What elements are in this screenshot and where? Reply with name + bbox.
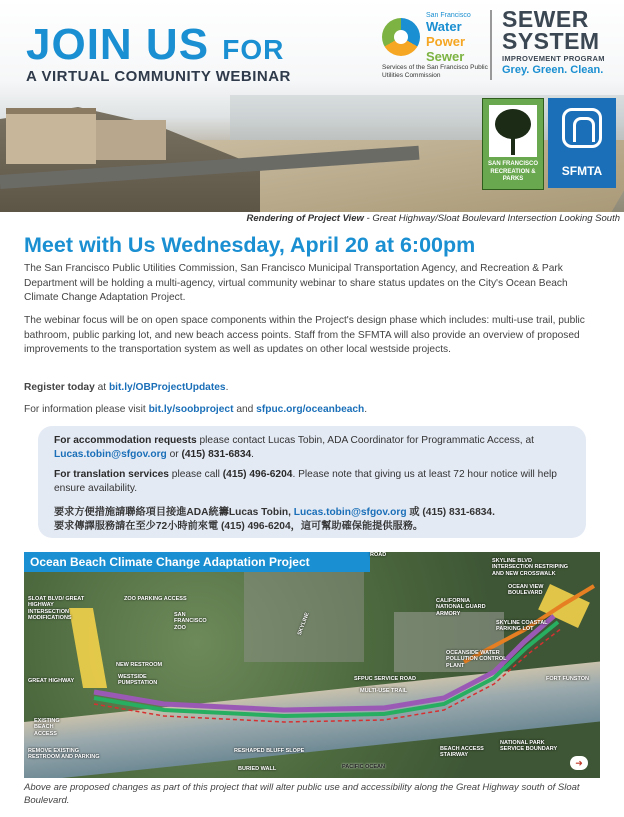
label-ocean-view: OCEAN VIEW BOULEVARD [508, 584, 544, 597]
label-beach-stairway: BEACH ACCESS STAIRWAY [440, 746, 484, 759]
acc-phone: (415) 831-6834 [181, 449, 252, 460]
label-great-highway: GREAT HIGHWAY [28, 678, 75, 684]
label-multiuse: MULTI-USE TRAIL [360, 688, 408, 694]
label-zoo-parking: ZOO PARKING ACCESS [124, 596, 187, 602]
info-mid: and [233, 404, 257, 415]
cjk-email-link[interactable]: Lucas.tobin@sfgov.org [293, 507, 407, 518]
register-line [24, 381, 600, 396]
logo-divider [490, 10, 492, 80]
wps-water: Water [426, 19, 462, 34]
tr-phone: (415) 496-6204 [222, 469, 293, 480]
ssip-line1: SEWER [502, 6, 589, 32]
wps-sewer: Sewer [426, 49, 465, 64]
ssip-tagline: Grey. Green. Clean. [502, 64, 604, 76]
info-lead: For information please visit [24, 404, 149, 415]
wps-city: San Francisco [426, 12, 471, 19]
label-skyline: SKYLINE [296, 611, 311, 637]
sfmta-logo [548, 98, 616, 188]
label-sloat: SLOAT BLVD/ GREAT HIGHWAY INTERSECTION MODIFICATIONS [28, 596, 85, 621]
ssip-logo [502, 8, 620, 76]
info-link-soobproject[interactable]: bit.ly/soobproject [148, 404, 234, 415]
photo-caption [0, 213, 620, 224]
water-drop-icon [382, 18, 420, 56]
translation-text [54, 468, 574, 496]
label-fort-funston: FORT FUNSTON [546, 676, 589, 682]
label-pollution-plant: OCEANSIDE WATER POLLUTION CONTROL PLANT [446, 650, 507, 669]
label-sf-zoo: SAN FRANCISCO ZOO [174, 612, 207, 631]
register-lead: Register today [24, 382, 95, 393]
label-skyline-intersection: SKYLINE BLVD INTERSECTION RESTRIPING AND NEW CROSSWALK [492, 558, 569, 577]
label-sfpuc-road: SFPUC SERVICE ROAD [354, 676, 416, 682]
label-reshaped: RESHAPED BLUFF SLOPE [234, 748, 305, 754]
tr-rest: . Please note that giving us at least 72 hour notice will help ensure availability. [54, 469, 557, 494]
title-main: JOIN US [26, 20, 210, 69]
acc-or: or [166, 449, 182, 460]
label-pacific-ocean: PACIFIC OCEAN [342, 764, 385, 770]
info-link-oceanbeach[interactable]: sfpuc.org/oceanbeach [256, 404, 365, 415]
label-skyline-parking: SKYLINE COASTAL PARKING LOT [496, 620, 548, 633]
label-remove-restroom: REMOVE EXISTING RESTROOM AND PARKING [28, 748, 100, 761]
label-buried-wall: BURIED WALL [238, 766, 277, 772]
photo-caption-bold: Rendering of Project View [246, 213, 364, 224]
sfmta-m-icon [562, 108, 602, 148]
wps-power: Power [426, 34, 466, 49]
map-title: Ocean Beach Climate Change Adaptation Project [24, 552, 370, 572]
cjk1-a: 要求方便措施請聯絡項目接進ADA統籌Lucas Tobin, [54, 507, 294, 518]
tree-icon [489, 105, 537, 157]
page-subtitle: A VIRTUAL COMMUNITY WEBINAR [26, 68, 291, 85]
acc-bold: For accommodation requests [54, 435, 197, 446]
accommodation-text [54, 434, 574, 462]
building [96, 120, 166, 160]
register-end: . [225, 382, 229, 393]
label-existing-beach: EXISTING BEACH ACCESS [34, 718, 60, 737]
tr-text: please call [168, 469, 223, 480]
chinese-translation: 要求傳譯服務請在至少72小時前來電 (415) 496-6204，這可幫助確保能提供服務。 [54, 521, 424, 532]
project-map [24, 552, 600, 778]
focus-paragraph: The webinar focus will be on open space components within the Project's design phase which includes: multi-use trail, public bathroom, public parking lot, and new beach access points. Staff from the SFMTA will also provide an overview of proposed improvements to the transportation system as well as updates on other local westside projects. [24, 315, 585, 356]
north-arrow-icon: ➜ [570, 756, 588, 770]
sfpuc-logo [382, 8, 488, 86]
chinese-accommodation [54, 506, 574, 520]
wps-caption: Services of the San Francisco Public Utilities Commission [382, 64, 488, 79]
recpark-logo [482, 98, 544, 190]
info-line [24, 403, 600, 418]
cjk1-b: 或 (415) 831-6834. [406, 507, 495, 518]
photo-caption-rest: - Great Highway/Sloat Boulevard Intersection Looking South [363, 213, 620, 224]
label-road: ROAD [370, 552, 387, 558]
intro-paragraph: The San Francisco Public Utilities Commission, San Francisco Municipal Transportation Agency, and Recreation & Park Department will be holding a multi-agency, virtual community webinar to share status updates on the City's Ocean Beach Climate Change Adaptation Project. [24, 263, 568, 304]
ssip-line2: SYSTEM [502, 28, 600, 54]
accommodation-box [38, 426, 586, 538]
page-title [26, 20, 284, 70]
acc-email-link[interactable]: Lucas.tobin@sfgov.org [54, 449, 167, 460]
label-new-restroom: NEW RESTROOM [116, 662, 163, 668]
title-for: FOR [222, 34, 285, 65]
ssip-program: IMPROVEMENT PROGRAM [502, 54, 605, 63]
tr-bold: For translation services [54, 469, 169, 480]
map-caption: Above are proposed changes as part of this project that will alter public use and accessibility along the Great Highway south of Sloat Boulevard. [24, 782, 580, 806]
acc-end: . [251, 449, 255, 460]
register-link[interactable]: bit.ly/OBProjectUpdates [108, 382, 226, 393]
register-mid: at [94, 382, 109, 393]
label-national-guard: CALIFORNIA NATIONAL GUARD ARMORY [436, 598, 486, 617]
building [6, 108, 96, 164]
event-headline: Meet with Us Wednesday, April 20 at 6:00pm [24, 233, 476, 257]
sfmta-text: SFMTA [561, 164, 603, 178]
recpark-text: SAN FRANCISCO RECREATION & PARKS [487, 161, 538, 182]
label-nps-boundary: NATIONAL PARK SERVICE BOUNDARY [500, 740, 558, 753]
info-end: . [364, 404, 368, 415]
acc-text: please contact Lucas Tobin, ADA Coordinator for Programmatic Access, at [196, 435, 534, 446]
label-westside: WESTSIDE PUMPSTATION [118, 674, 158, 687]
